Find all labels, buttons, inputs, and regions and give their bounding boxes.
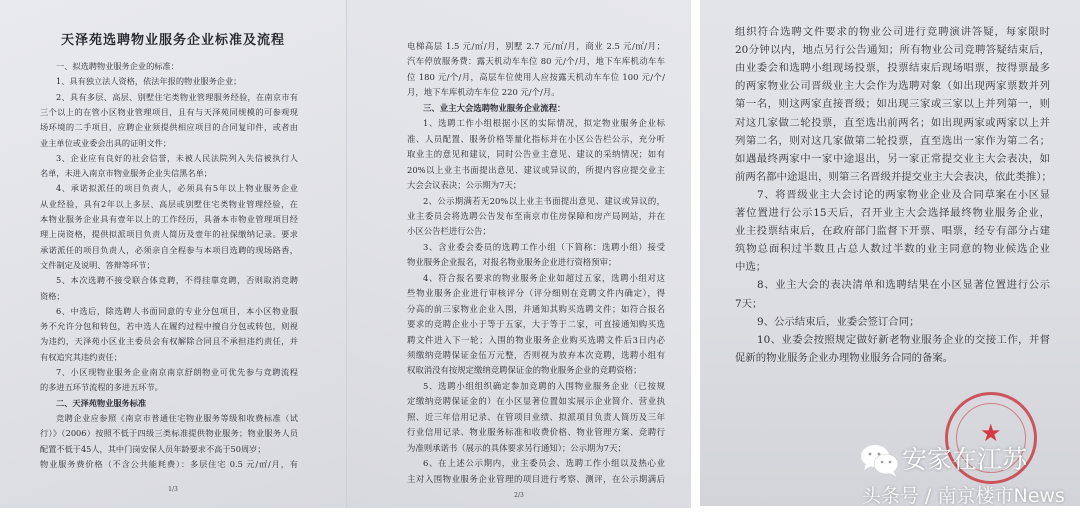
text-line: 为准则承诺书（展示的具体要求另行通知）；公示期为7天； [407, 442, 626, 453]
document-page-1 [0, 0, 346, 508]
text-line: 物业服务费价格（不含公共能耗费）：多层住宅 0.5 元/㎡/月，有 [40, 458, 298, 469]
text-line: 些物业服务企业进行审核评分（评分细则在竞聘文件内确定），得 [407, 288, 665, 299]
document-page-2 [346, 0, 691, 508]
text-line: 权取消没有按规定缴纳竞聘保证金的物业服务企业的竞聘资格； [407, 365, 642, 376]
text-line: 的多进五环节流程的多进五环节。 [40, 382, 163, 393]
text-line: 聘文件进入下一轮；入围的物业服务企业购买选聘文件后3日内必 [407, 334, 665, 345]
text-line: 1、选聘工作小组根据小区的实际情况，拟定物业服务企业标 [423, 118, 665, 129]
text-line: 行业信用记录、物业服务标准和收费价格、物业管理方案、竞聘行 [407, 427, 665, 438]
text-line: 如遇最终两家中一家中途退出，另一家正常提交业主大会表决，如 [735, 152, 1050, 165]
text-line: 位 180 元/个/月，高层车位使用人应按露天机动车车位 100 元/个/ [407, 71, 665, 82]
text-line: 文件制定及说明、答辩等环节； [40, 259, 155, 270]
text-line: 列第二名，则对这几家做第二轮投票，直至选出一家作为第二名； [735, 134, 1050, 147]
text-line: 筑物总面积过半数且占总人数过半数的业主同意的物业候选企业 [735, 243, 1050, 256]
text-line: 承诺派任的项目负责人，必须亲自全程参与本项目选聘的现场路香， [40, 244, 298, 255]
text-line: 5、选聘小组组织确定参加竞聘的入围物业服务企业（已按规 [423, 380, 665, 391]
text-line: 20%以上业主书面提出意见、建议或异议的，所提内容应提交业主 [407, 164, 665, 175]
text-line: 大会会议表决；公示期为7天； [407, 180, 522, 191]
text-line: 有权追究其违约责任； [40, 351, 122, 362]
text-line: 前两名都中途退出，则第三名晋级并提交业主大会表决，依此类推）； [735, 170, 1052, 183]
text-line: 2、具有多层、高层、别墅住宅类物业管理服务经验，在南京市有 [56, 91, 298, 102]
text-line: 9、公示结束后，业委会签订合同； [757, 315, 920, 328]
text-line: 4、承诺拟派任的项目负责人，必须具有5年以上物业服务企业 [56, 183, 298, 194]
text-line: 著位置进行公示15天后，召开业主大会选择最终物业服务企业， [735, 207, 1050, 219]
text-line: 3、企业应有良好的社会信誉，未被人民法院列入失信被执行人 [56, 152, 298, 163]
text-line: 由业委会和选聘小组现场投票，投票结束后现场唱票，按得票最多 [735, 62, 1050, 75]
text-line: 月，地下车库机动车车位 220 元/个/月。 [407, 87, 560, 98]
text-line: 竞聘企业应参照《南京市普通住宅物业服务等级和收费标准（试 [56, 412, 298, 423]
text-line: 物业服务企业报名，对报名物业服务企业进行资格预审； [407, 257, 617, 268]
text-line: 10、业委会按照规定做好新老物业服务企业的交接工作，并督 [757, 333, 1050, 346]
text-line: 第一名，则这两家直接晋级；如出现三家或三家以上并列第一，则 [735, 98, 1050, 111]
page-number: 2/3 [514, 492, 524, 499]
text-line: 7、小区现物业服务企业南京南京舒朗物业可优先参与竞聘流程 [56, 367, 298, 377]
text-line: 业主投票结束后，在政府部门监督下开票、唱票，经专有部分占建 [735, 225, 1050, 238]
text-line: 场环境的二手项目，应聘企业须提供相应项目的合同复印件，或者由 [40, 122, 298, 133]
text-line: 二、天泽苑物业服务标准 [56, 397, 147, 408]
text-line: 配置不低于45人，其中门岗安保人员年龄要求不高于50周岁； [40, 443, 266, 454]
text-line: 6、在上述公示期内，业主委员会、选聘工作小组以及热心业 [423, 458, 665, 469]
watermark-subtitle: 头条号 / 南京楼市News [862, 485, 1065, 507]
text-line: 4、符合报名要求的物业服务企业如超过五家，选聘小组对这 [423, 272, 665, 283]
text-line: 三个以上的在管小区物业管理项目，且有与天泽苑同规模的可参观现 [40, 106, 298, 117]
text-line: 电梯高层 1.5 元/㎡/月，别墅 2.7 元/㎡/月，商业 2.5 元/㎡/月； [407, 41, 665, 51]
text-line: 6、中选后，除选聘人书面同意的专业分包项目，本小区物业服 [56, 305, 298, 316]
text-line: 取业主的意见和建议，同时公告业主意见、建议的采纳情况；如有 [407, 149, 665, 160]
text-line: 理上岗资格，提供拟派项目负责人简历及壹年的社保缴纳记录。要求 [40, 229, 298, 240]
text-line: 名单，未进入南京市物业服务企业失信黑名单； [40, 168, 212, 179]
text-line: 小区公告栏进行公告； [407, 226, 491, 237]
text-line: 5、本次选聘不接受联合体竞聘，不得挂靠竞聘，否则取消竞聘 [56, 275, 298, 286]
text-line: 从业经验，具有2年以上多层、高层或别墅住宅类物业管理经验，在 [40, 198, 298, 209]
text-line: 资格； [40, 290, 65, 301]
text-line: 须缴纳竞聘保证金伍万元整，否则视为放弃本次竞聘，选聘小组有 [407, 350, 665, 360]
text-line: 本物业服务企业具有壹年以上的工作经历，具备本市物业管理项目经 [40, 214, 298, 224]
text-line: 业主单位或业委会出具的证明文件； [40, 137, 172, 148]
text-line: 2、公示期满若无20%以上业主书面提出意见、建议或异议的， [423, 195, 665, 206]
text-line: 照、近三年信用记录、在管项目业绩、拟派项目负责人简历及三年 [407, 411, 665, 422]
document-title: 天泽苑选聘物业服务企业标准及流程 [60, 33, 285, 48]
text-line: 对这几家做二轮投票，直至选出前两名；如出现两家或两家以上并 [735, 116, 1050, 129]
text-line: 三、业主大会选聘物业服务企业流程： [423, 102, 566, 113]
text-line: 7、将晋级业主大会讨论的两家物业企业及合同草案在小区显 [757, 188, 1050, 201]
official-seal-stamp: ★ [945, 392, 1037, 484]
text-line: 一、拟选聘物业服务企业的标准： [56, 61, 179, 71]
text-line: 业主委员会将选聘公告发布至南京市住房保障和房产局网站，并在 [407, 210, 665, 221]
text-line: 20分钟以内，地点另行公告通知；所有物业公司竞聘答疑结束后， [735, 44, 1050, 57]
text-line: 3、含业委会委员的选聘工作小组（下简称：选聘小组）接受 [423, 241, 665, 252]
watermark-title: 安家在江苏 [902, 445, 1028, 474]
text-line: 主对入围物业服务企业管理的项目进行考察、测评，在公示期满后 [407, 473, 665, 484]
text-line: 务不允许分包和转包，若中选人在履约过程中擅自分包或转包，则视 [40, 321, 298, 332]
text-line: 准、人员配置、服务价格等量化指标并在小区公告栏公示，充分听 [407, 133, 665, 144]
text-line: 汽车停放服务费：露天机动车车位 80 元/个/月，地下车库机动车车 [407, 56, 665, 67]
page-number: 1/3 [168, 486, 178, 493]
text-line: 定缴纳竞聘保证金的）在小区显著位置如实展示企业简介、营业执 [407, 396, 665, 407]
text-line: 1、具有独立法人资格，依法年报的物业服务企业； [56, 76, 242, 87]
text-line: 分高的前三家物业企业入围，并通知其购买选聘文件；如符合报名 [407, 303, 665, 314]
text-line: 要求的竞聘企业小于等于五家，大于等于二家，可直接通知购买选 [407, 319, 665, 330]
text-line: 组织符合选聘文件要求的物业公司进行竞聘演讲答疑，每家限时 [735, 26, 1050, 38]
text-line: 8、业主大会的表决清单和选聘结果在小区显著位置进行公示 [757, 279, 1050, 292]
text-line: 为违约，天泽苑小区业主委员会有权解除合同且不承担违约责任，并 [40, 336, 298, 347]
text-line: 的两家物业公司晋级业主大会作为选聘对象（如出现两家票数并列 [735, 80, 1050, 93]
text-line: 7天； [735, 297, 763, 310]
text-line: 行）》（2006）按照不低于四级三类标准提供物业服务；物业服务人员 [40, 428, 298, 439]
text-line: 促新的物业服务企业办理物业服务合同的备案。 [735, 351, 954, 364]
text-line: 中选； [735, 261, 767, 274]
wechat-icon [860, 443, 900, 477]
